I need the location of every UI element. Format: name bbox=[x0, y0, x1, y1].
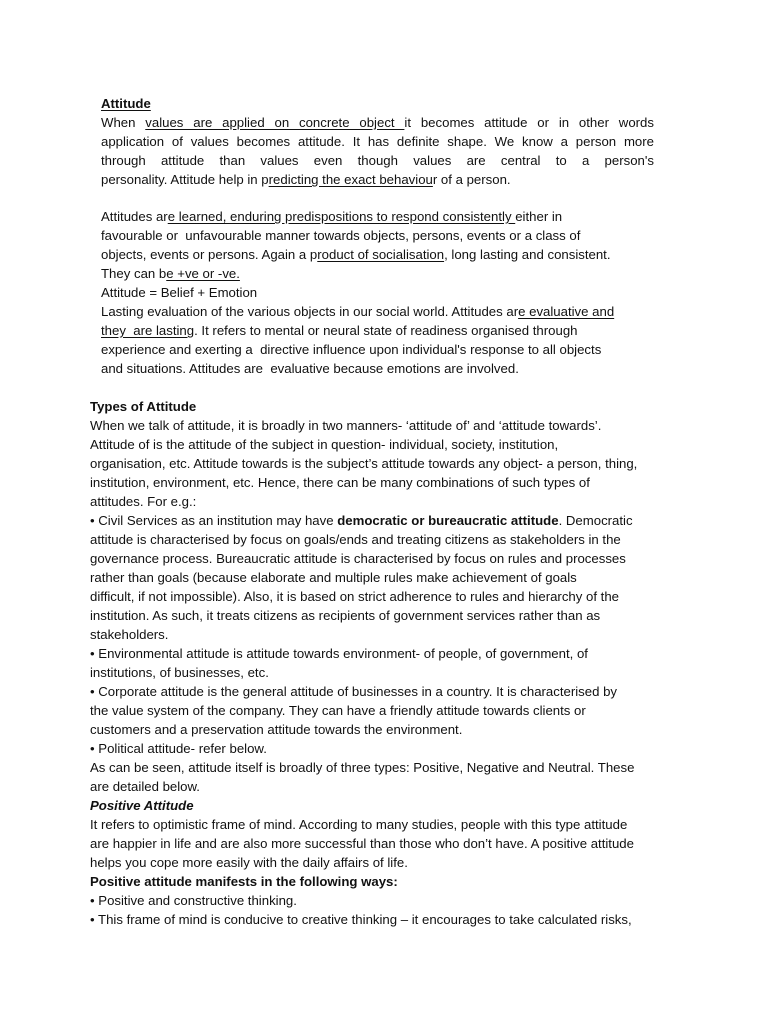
subheading-manifests: Positive attitude manifests in the following ways: bbox=[90, 874, 398, 889]
text-line: and situations. Attitudes are evaluative because emotions are involved. bbox=[101, 361, 519, 376]
section-heading-positive: Positive Attitude bbox=[90, 798, 194, 813]
text-line: they are lasting. It refers to mental or neural state of readiness organised through bbox=[101, 323, 578, 338]
section-heading-attitude: Attitude bbox=[101, 96, 151, 111]
text-line: institution. As such, it treats citizens as recipients of government services rather than as bbox=[90, 608, 601, 623]
bullet-civil-services: • Civil Services as an institution may have democratic or bureaucratic attitude. Democratic bbox=[90, 513, 633, 528]
text-line: application of values becomes attitude. It has definite shape. We know a person more bbox=[101, 134, 654, 149]
text-line: When we talk of attitude, it is broadly in two manners- ‘attitude of’ and ‘attitude towards’. bbox=[90, 418, 602, 433]
bullet-political: • Political attitude- refer below. bbox=[90, 741, 267, 756]
text-line: through attitude than values even though values are central to a person's bbox=[101, 153, 654, 168]
text-line: difficult, if not impossible). Also, it is based on strict adherence to rules and hierarchy of the bbox=[90, 589, 619, 604]
text-line: institutions, of businesses, etc. bbox=[90, 665, 269, 680]
text-line: objects, events or persons. Again a product of socialisation, long lasting and consistent. bbox=[101, 247, 611, 262]
text-line: are happier in life and are also more successful than those who don’t have. A positive attitude bbox=[90, 836, 634, 851]
text-line: customers and a preservation attitude towards the environment. bbox=[90, 722, 463, 737]
bullet-environmental: • Environmental attitude is attitude towards environment- of people, of government, of bbox=[90, 646, 588, 661]
text-line: attitudes. For e.g.: bbox=[90, 494, 197, 509]
text-line: Attitudes are learned, enduring predispositions to respond consistently either in bbox=[101, 209, 563, 224]
text-line: experience and exerting a directive influence upon individual's response to all objects bbox=[101, 342, 602, 357]
text-line: organisation, etc. Attitude towards is the subject’s attitude towards any object- a person, thing, bbox=[90, 456, 638, 471]
section-heading-types: Types of Attitude bbox=[90, 399, 197, 414]
text-line: It refers to optimistic frame of mind. According to many studies, people with this type attitude bbox=[90, 817, 628, 832]
text-line: They can be +ve or -ve. bbox=[101, 266, 240, 281]
text-line: the value system of the company. They can have a friendly attitude towards clients or bbox=[90, 703, 586, 718]
text-line: institution, environment, etc. Hence, there can be many combinations of such types of bbox=[90, 475, 590, 490]
bullet-positive-thinking: • Positive and constructive thinking. bbox=[90, 893, 297, 908]
text-line: stakeholders. bbox=[90, 627, 169, 642]
text-line: are detailed below. bbox=[90, 779, 200, 794]
bullet-creative-thinking: • This frame of mind is conducive to creative thinking – it encourages to take calculated risks, bbox=[90, 912, 632, 927]
text-line: Lasting evaluation of the various objects in our social world. Attitudes are evaluative and bbox=[101, 304, 615, 319]
text-line: personality. Attitude help in predicting the exact behaviour of a person. bbox=[101, 172, 511, 187]
text-line: attitude is characterised by focus on goals/ends and treating citizens as stakeholders in the bbox=[90, 532, 621, 547]
text-line: Attitude = Belief + Emotion bbox=[101, 285, 258, 300]
text-line: governance process. Bureaucratic attitude is characterised by focus on rules and processes bbox=[90, 551, 626, 566]
text-line: Attitude of is the attitude of the subject in question- individual, society, institution, bbox=[90, 437, 559, 452]
bullet-corporate: • Corporate attitude is the general attitude of businesses in a country. It is characterised by bbox=[90, 684, 618, 699]
text-line: favourable or unfavourable manner towards objects, persons, events or a class of bbox=[101, 228, 581, 243]
text-line: When values are applied on concrete object it becomes attitude or in other words bbox=[101, 115, 654, 130]
text-line: rather than goals (because elaborate and multiple rules make achievement of goals bbox=[90, 570, 577, 585]
text-line: helps you cope more easily with the daily affairs of life. bbox=[90, 855, 408, 870]
text-line: As can be seen, attitude itself is broadly of three types: Positive, Negative and Neutral. These bbox=[90, 760, 635, 775]
